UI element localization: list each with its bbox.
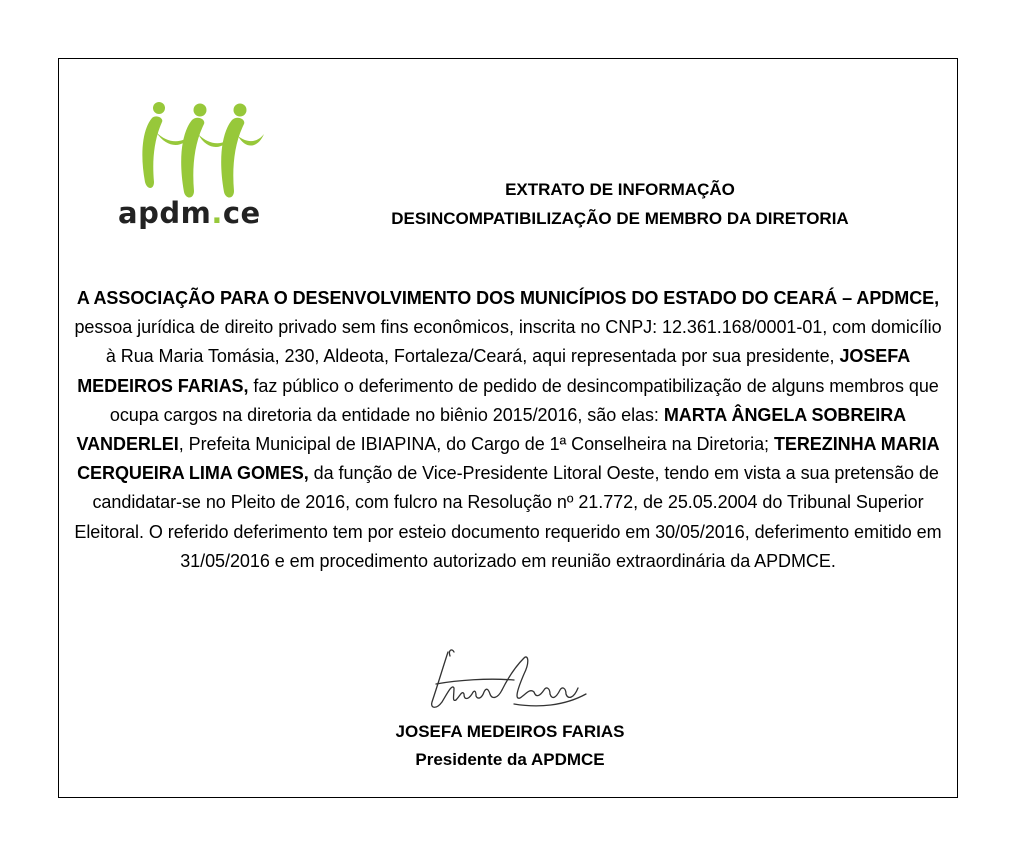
body-association-name: A ASSOCIAÇÃO PARA O DESENVOLVIMENTO DOS MUNICÍPIOS DO ESTADO DO CEARÁ – APDMCE, [76,288,940,308]
logo-text-dot: . [211,196,223,230]
document-heading [330,175,910,233]
heading-line-1: EXTRATO DE INFORMAÇÃO [505,180,735,199]
body-paragraph [72,284,944,576]
body-member-2: TEREZINHA MARIA CERQUEIRA LIMA GOMES, [77,434,940,484]
body-member-1: MARTA ÂNGELA SOBREIRA VANDERLEI [76,404,907,455]
logo-figures-icon [112,100,282,200]
logo-text-suffix: ce [222,196,261,230]
handwritten-signature [418,644,598,724]
logo-text-main: apdm [118,196,212,230]
signatory-name: JOSEFA MEDEIROS FARIAS [395,722,625,741]
body-text-2: faz público o deferimento de pedido de desincompatibilização de alguns membros que ocupa cargos na diretoria da entidade no biênio 2015/2016, são elas: [109,375,939,425]
heading-line-2: DESINCOMPATIBILIZAÇÃO DE MEMBRO DA DIRETORIA [391,209,849,228]
logo-wordmark [118,196,261,230]
signature-scribble-icon [418,644,598,724]
body-text-1: pessoa jurídica de direito privado sem fins econômicos, inscrita no CNPJ: 12.361.168/0001-01, com domicílio à Rua Maria Tomásia, 230, Aldeota, Fortaleza/Ceará, aqui representada por sua presidente, [74,317,942,367]
body-text-4: da função de Vice-Presidente Litoral Oeste, tendo em vista a sua pretensão de candidatar-se no Pleito de 2016, com fulcro na Resolução nº 21.772, de 25.05.2004 do Tribunal Superior Eleitoral. O referido deferimento tem por esteio documento requerido em 30/05/2016, deferimento emitido em 31/05/2016 e em procedimento autorizado em reunião extraordinária da APDMCE. [74,463,942,571]
signatory-role: Presidente da APDMCE [415,750,605,769]
apdmce-logo [112,100,282,245]
body-president-name: JOSEFA MEDEIROS FARIAS, [77,346,911,396]
body-text-3: , Prefeita Municipal de IBIAPINA, do Cargo de 1ª Conselheira na Diretoria; [178,434,774,455]
